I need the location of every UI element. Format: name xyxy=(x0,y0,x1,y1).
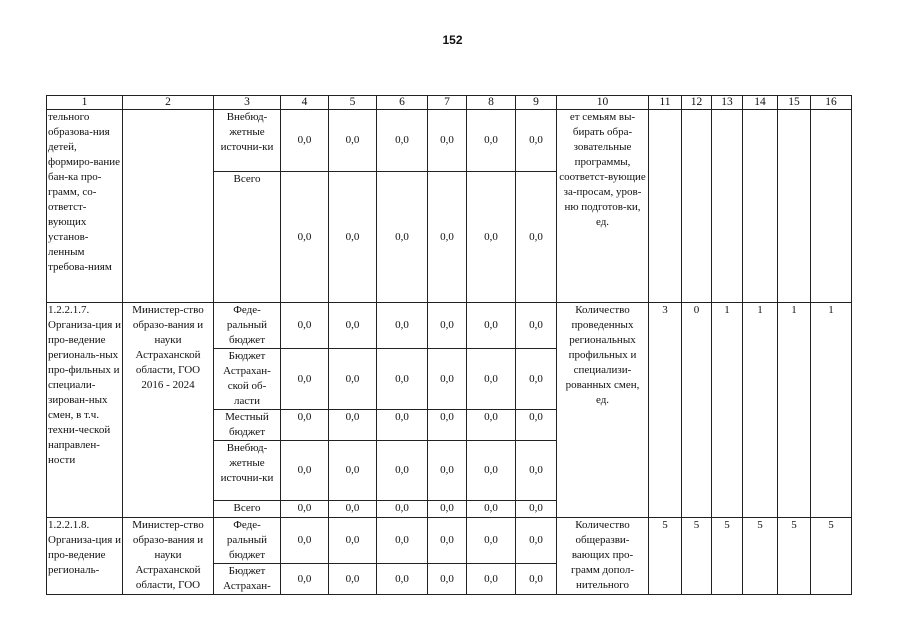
target-cell: 1 xyxy=(712,303,743,518)
target-cell xyxy=(811,110,852,303)
value-cell: 0,0 xyxy=(428,410,467,441)
value-cell: 0,0 xyxy=(329,410,377,441)
value-cell: 0,0 xyxy=(281,410,329,441)
value-cell: 0,0 xyxy=(428,441,467,501)
value-cell: 0,0 xyxy=(467,564,516,595)
page-number: 152 xyxy=(442,33,463,47)
header-cell: 11 xyxy=(649,96,682,110)
value-cell: 0,0 xyxy=(329,518,377,564)
target-cell: 5 xyxy=(743,518,778,595)
target-cell: 1 xyxy=(778,303,811,518)
value-cell: 0,0 xyxy=(428,303,467,349)
value-cell: 0,0 xyxy=(377,172,428,303)
target-cell: 1 xyxy=(743,303,778,518)
header-row xyxy=(47,96,852,110)
value-cell: 0,0 xyxy=(281,110,329,172)
value-cell: 0,0 xyxy=(281,441,329,501)
value-cell: 0,0 xyxy=(428,110,467,172)
header-cell: 15 xyxy=(778,96,811,110)
funding-source: Внебюд-жетные источни-ки xyxy=(214,441,281,501)
value-cell: 0,0 xyxy=(329,501,377,518)
header-cell: 4 xyxy=(281,96,329,110)
value-cell: 0,0 xyxy=(516,172,557,303)
table-row xyxy=(47,110,852,172)
value-cell: 0,0 xyxy=(281,349,329,410)
value-cell: 0,0 xyxy=(281,564,329,595)
header-cell: 10 xyxy=(557,96,649,110)
header-cell: 6 xyxy=(377,96,428,110)
target-cell xyxy=(743,110,778,303)
program-activities-table xyxy=(46,95,852,595)
table-row xyxy=(47,518,852,564)
value-cell: 0,0 xyxy=(377,441,428,501)
value-cell: 0,0 xyxy=(377,501,428,518)
value-cell: 0,0 xyxy=(467,303,516,349)
responsible-executor: Министер-ство образо-вания и науки Астраханской области, ГОО xyxy=(123,518,214,595)
target-cell: 5 xyxy=(811,518,852,595)
value-cell: 0,0 xyxy=(329,172,377,303)
header-cell: 3 xyxy=(214,96,281,110)
header-cell: 14 xyxy=(743,96,778,110)
target-cell xyxy=(682,110,712,303)
value-cell: 0,0 xyxy=(428,172,467,303)
value-cell: 0,0 xyxy=(377,349,428,410)
value-cell: 0,0 xyxy=(329,110,377,172)
target-cell: 5 xyxy=(778,518,811,595)
value-cell: 0,0 xyxy=(467,349,516,410)
responsible-executor xyxy=(123,110,214,303)
value-cell: 0,0 xyxy=(516,518,557,564)
funding-source: Местный бюджет xyxy=(214,410,281,441)
funding-source: Внебюд-жетные источни-ки xyxy=(214,110,281,172)
funding-source: Всего xyxy=(214,501,281,518)
funding-source: Феде-ральный бюджет xyxy=(214,518,281,564)
header-cell: 7 xyxy=(428,96,467,110)
funding-source: Всего xyxy=(214,172,281,303)
funding-source: Бюджет Астрахан-ской об-ласти xyxy=(214,349,281,410)
indicator-name: Количество общеразви-вающих про-грамм допол-нительного xyxy=(557,518,649,595)
target-cell: 0 xyxy=(682,303,712,518)
funding-source: Феде-ральный бюджет xyxy=(214,303,281,349)
activity-name: тельного образова-ния детей, формиро-вание бан-ка про-грамм, со-ответст-вующих установ-ленным требова-ниям xyxy=(47,110,123,303)
value-cell: 0,0 xyxy=(281,172,329,303)
value-cell: 0,0 xyxy=(516,441,557,501)
header-cell: 2 xyxy=(123,96,214,110)
header-cell: 16 xyxy=(811,96,852,110)
value-cell: 0,0 xyxy=(329,441,377,501)
target-cell xyxy=(712,110,743,303)
value-cell: 0,0 xyxy=(377,564,428,595)
value-cell: 0,0 xyxy=(377,518,428,564)
target-cell: 5 xyxy=(682,518,712,595)
value-cell: 0,0 xyxy=(428,349,467,410)
value-cell: 0,0 xyxy=(329,349,377,410)
header-cell: 8 xyxy=(467,96,516,110)
value-cell: 0,0 xyxy=(428,518,467,564)
header-cell: 5 xyxy=(329,96,377,110)
value-cell: 0,0 xyxy=(281,518,329,564)
header-cell: 13 xyxy=(712,96,743,110)
target-cell xyxy=(778,110,811,303)
target-cell: 1 xyxy=(811,303,852,518)
value-cell: 0,0 xyxy=(516,564,557,595)
value-cell: 0,0 xyxy=(516,303,557,349)
value-cell: 0,0 xyxy=(428,501,467,518)
value-cell: 0,0 xyxy=(467,518,516,564)
target-cell xyxy=(649,110,682,303)
value-cell: 0,0 xyxy=(329,564,377,595)
value-cell: 0,0 xyxy=(516,349,557,410)
target-cell: 5 xyxy=(712,518,743,595)
responsible-executor: Министер-ство образо-вания и науки Астраханской области, ГОО 2016 - 2024 xyxy=(123,303,214,518)
indicator-name: Количество проведенных региональных профильных и специализи-рованных смен, ед. xyxy=(557,303,649,518)
value-cell: 0,0 xyxy=(467,501,516,518)
header-cell: 1 xyxy=(47,96,123,110)
value-cell: 0,0 xyxy=(516,110,557,172)
funding-source: Бюджет Астрахан- xyxy=(214,564,281,595)
value-cell: 0,0 xyxy=(516,501,557,518)
value-cell: 0,0 xyxy=(377,410,428,441)
target-cell: 3 xyxy=(649,303,682,518)
activity-name: 1.2.2.1.7. Организа-ция и про-ведение региональ-ных про-фильных и специали-зирован-ных смен, в т.ч. техни-ческой направлен-ности xyxy=(47,303,123,518)
indicator-name: ет семьям вы-бирать обра-зовательные программы, соответст-вующие за-просам, уров-ню подготов-ки, ед. xyxy=(557,110,649,303)
value-cell: 0,0 xyxy=(467,172,516,303)
activity-name: 1.2.2.1.8. Организа-ция и про-ведение региональ- xyxy=(47,518,123,595)
header-cell: 12 xyxy=(682,96,712,110)
value-cell: 0,0 xyxy=(377,110,428,172)
value-cell: 0,0 xyxy=(467,441,516,501)
value-cell: 0,0 xyxy=(467,410,516,441)
value-cell: 0,0 xyxy=(428,564,467,595)
value-cell: 0,0 xyxy=(467,110,516,172)
table-row xyxy=(47,303,852,349)
value-cell: 0,0 xyxy=(516,410,557,441)
value-cell: 0,0 xyxy=(281,501,329,518)
value-cell: 0,0 xyxy=(281,303,329,349)
target-cell: 5 xyxy=(649,518,682,595)
value-cell: 0,0 xyxy=(329,303,377,349)
value-cell: 0,0 xyxy=(377,303,428,349)
header-cell: 9 xyxy=(516,96,557,110)
